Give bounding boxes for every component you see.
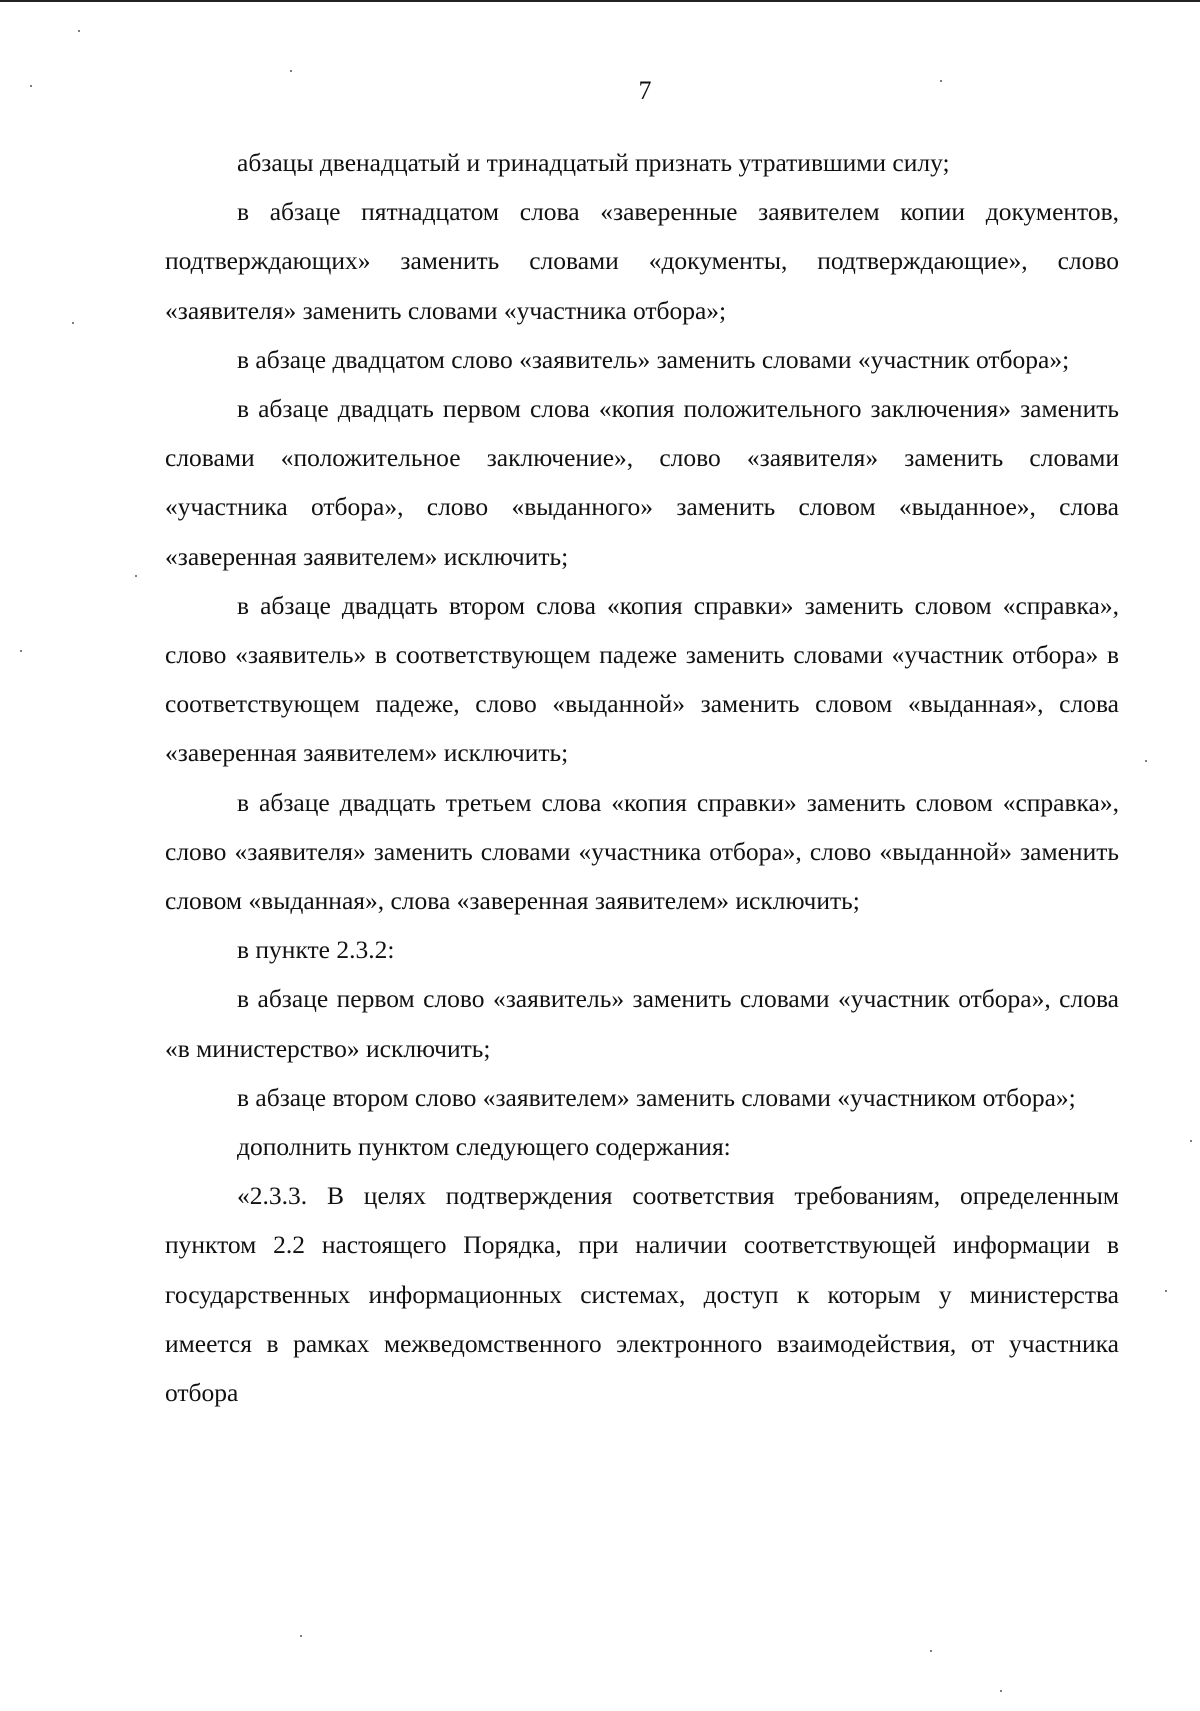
scan-speck [300, 1635, 302, 1637]
scan-speck [940, 80, 942, 82]
scan-speck [30, 85, 32, 87]
paragraph-7: в пункте 2.3.2: [237, 935, 395, 965]
paragraph-9: в абзаце втором слово «заявителем» заменить словами «участником отбора»; [237, 1082, 1076, 1112]
paragraph-6: в абзаце двадцать третьем слова «копия справки» заменить словом «справка», слово «заявителя» заменить словами «участника отбора», слово «выданной» заменить словом «выданная», слова «заверенная заявителем» исключить; [165, 787, 1119, 916]
paragraph-11: «2.3.3. В целях подтверждения соответствия требованиям, определенным пунктом 2.2 настоящего Порядка, при наличии соответствующей информации в государственных информационных системах, доступ к которым у министерства имеется в рамках межведомственного электронного взаимодействия, от участника отбора [165, 1181, 1119, 1408]
scan-speck [1165, 1290, 1167, 1292]
scan-speck [1190, 1140, 1192, 1142]
paragraph-1: абзацы двенадцатый и тринадцатый признать утратившими силу; [237, 148, 950, 177]
paragraph-5: в абзаце двадцать втором слова «копия справки» заменить словом «справка», слово «заявитель» в соответствующем падеже заменить словами «участник отбора» в соответствующем падеже, слово «выданной» заменить словом «выданная», слова «заверенная заявителем» исключить; [165, 590, 1119, 768]
paragraph-3: в абзаце двадцатом слово «заявитель» заменить словами «участник отбора»; [237, 344, 1070, 374]
paragraph-4: в абзаце двадцать первом слова «копия положительного заключения» заменить словами «положительное заключение», слово «заявителя» заменить словами «участника отбора», слово «выданного» заменить словом «выданное», слова «заверенная заявителем» исключить; [165, 394, 1119, 571]
scan-speck [20, 650, 22, 652]
paragraph-2: в абзаце пятнадцатом слова «заверенные заявителем копии документов, подтверждающих» заменить словами «документы, подтверждающие», слово «заявителя» заменить словами «участника отбора»; [165, 197, 1119, 325]
scan-speck [78, 30, 80, 32]
document-body [165, 138, 1119, 1417]
scan-speck [930, 1650, 932, 1652]
paragraph-8: в абзаце первом слово «заявитель» заменить словами «участник отбора», слова «в министерство» исключить; [165, 984, 1119, 1063]
scan-speck [135, 575, 137, 577]
paragraph-10: дополнить пунктом следующего содержания: [237, 1132, 731, 1162]
page-number: 7 [638, 76, 652, 105]
top-border-line [0, 0, 1200, 2]
scan-speck [1000, 1690, 1002, 1692]
scan-speck [290, 70, 292, 72]
scan-speck [1145, 760, 1147, 762]
scan-speck [72, 322, 74, 324]
